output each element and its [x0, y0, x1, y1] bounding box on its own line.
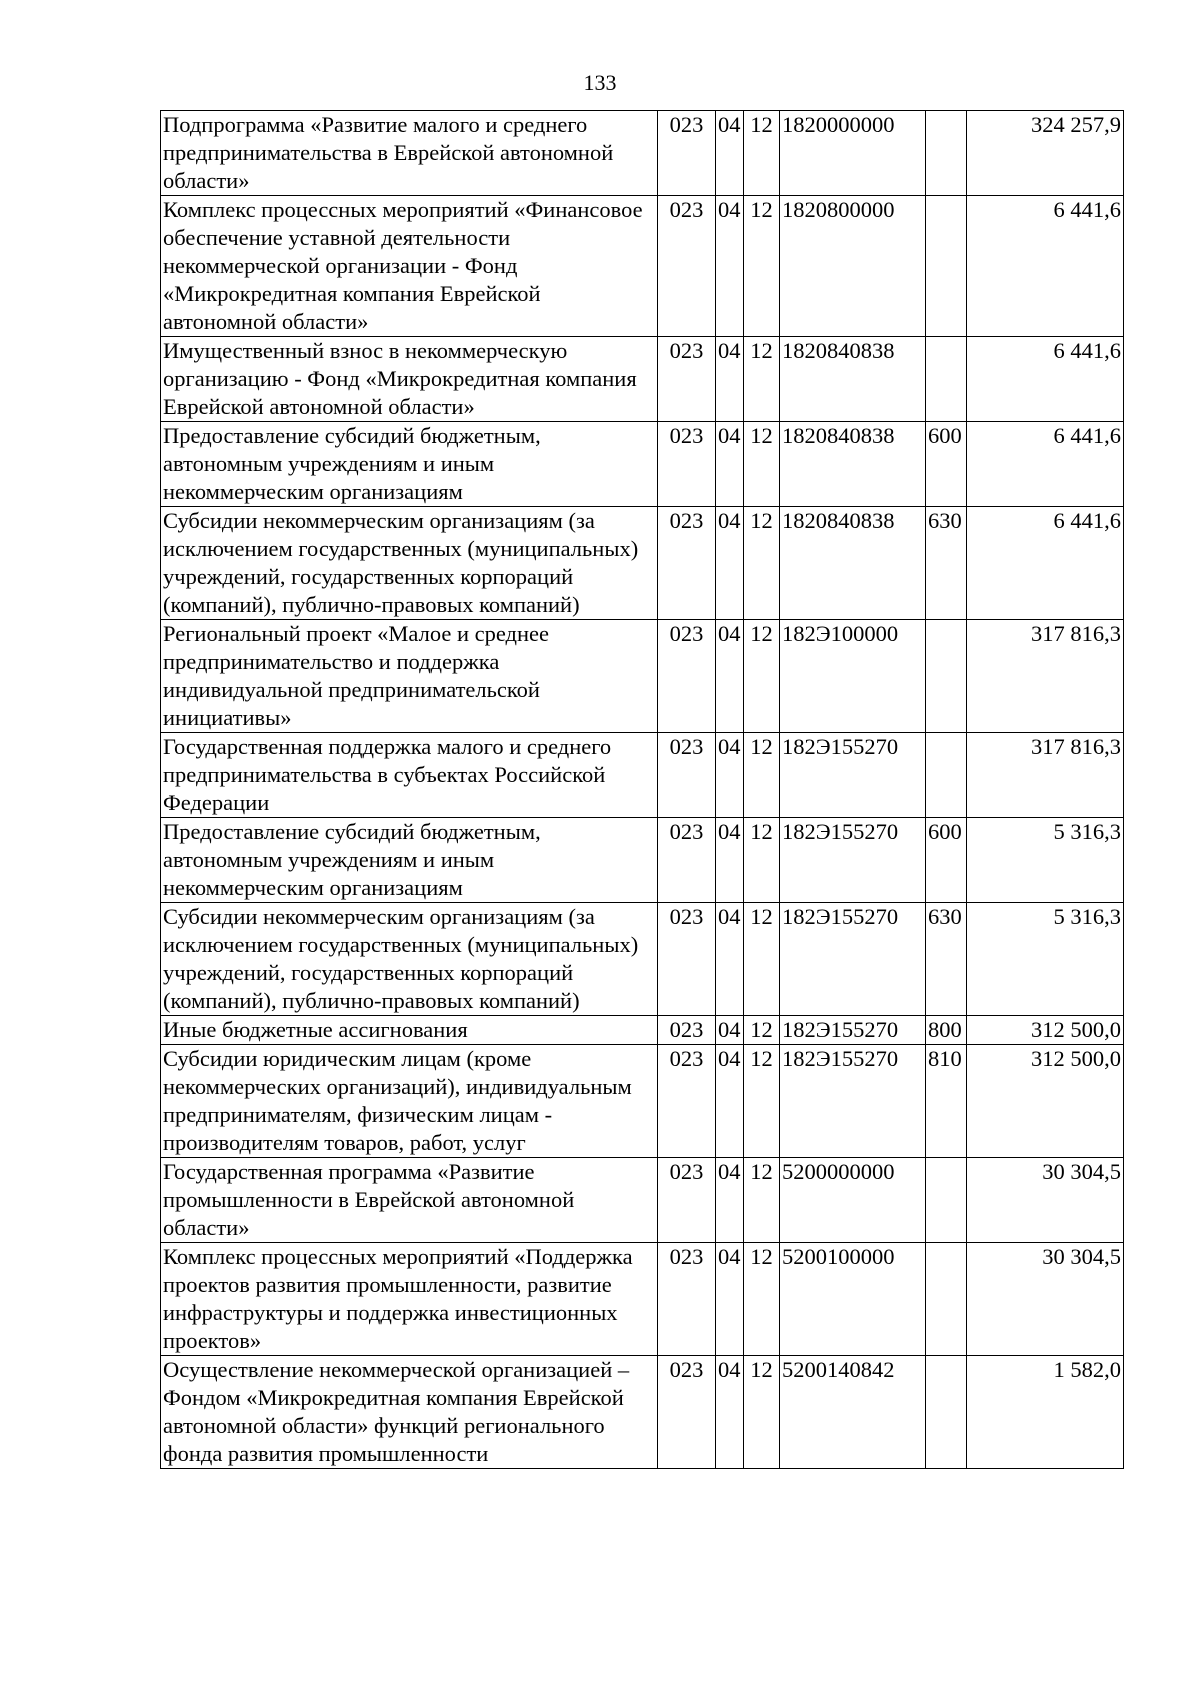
row-grbs-code: 023: [658, 507, 716, 620]
table-row: [161, 1243, 1124, 1356]
row-name: Субсидии юридическим лицам (кроме некоммерческих организаций), индивидуальным предпринимателям, физическим лицам - производителям товаров, работ, услуг: [161, 1045, 658, 1158]
row-name: Субсидии некоммерческим организациям (за исключением государственных (муниципальных) учреждений, государственных корпораций (компаний), публично-правовых компаний): [161, 903, 658, 1016]
row-section-code: 04: [716, 818, 744, 903]
row-expense-type: [926, 1356, 967, 1469]
row-amount: 5 316,3: [967, 818, 1124, 903]
row-amount: 30 304,5: [967, 1243, 1124, 1356]
row-grbs-code: 023: [658, 111, 716, 196]
row-name: Подпрограмма «Развитие малого и среднего предпринимательства в Еврейской автономной области»: [161, 111, 658, 196]
row-target-article: 182Э155270: [780, 818, 926, 903]
row-section-code: 04: [716, 507, 744, 620]
row-grbs-code: 023: [658, 422, 716, 507]
row-name: Предоставление субсидий бюджетным, автономным учреждениям и иным некоммерческим организациям: [161, 422, 658, 507]
row-grbs-code: 023: [658, 733, 716, 818]
row-amount: 1 582,0: [967, 1356, 1124, 1469]
row-grbs-code: 023: [658, 337, 716, 422]
table-row: [161, 620, 1124, 733]
row-expense-type: 600: [926, 422, 967, 507]
row-target-article: 5200100000: [780, 1243, 926, 1356]
row-expense-type: [926, 111, 967, 196]
row-target-article: 1820840838: [780, 422, 926, 507]
row-grbs-code: 023: [658, 903, 716, 1016]
row-expense-type: [926, 196, 967, 337]
row-section-code: 04: [716, 337, 744, 422]
table-row: [161, 422, 1124, 507]
row-subsection-code: 12: [744, 1045, 780, 1158]
row-section-code: 04: [716, 1045, 744, 1158]
row-subsection-code: 12: [744, 507, 780, 620]
row-amount: 5 316,3: [967, 903, 1124, 1016]
row-target-article: 182Э155270: [780, 733, 926, 818]
row-subsection-code: 12: [744, 1016, 780, 1045]
row-section-code: 04: [716, 422, 744, 507]
row-grbs-code: 023: [658, 1016, 716, 1045]
row-subsection-code: 12: [744, 1356, 780, 1469]
row-subsection-code: 12: [744, 733, 780, 818]
row-grbs-code: 023: [658, 818, 716, 903]
table-row: [161, 337, 1124, 422]
row-section-code: 04: [716, 196, 744, 337]
row-target-article: 1820000000: [780, 111, 926, 196]
budget-table: [160, 110, 1124, 1469]
row-name: Иные бюджетные ассигнования: [161, 1016, 658, 1045]
row-grbs-code: 023: [658, 1045, 716, 1158]
row-target-article: 1820800000: [780, 196, 926, 337]
row-name: Субсидии некоммерческим организациям (за исключением государственных (муниципальных) учреждений, государственных корпораций (компаний), публично-правовых компаний): [161, 507, 658, 620]
table-row: [161, 1045, 1124, 1158]
row-name: Осуществление некоммерческой организацией – Фондом «Микрокредитная компания Еврейской автономной области» функций регионального фонда развития промышленности: [161, 1356, 658, 1469]
row-section-code: 04: [716, 1016, 744, 1045]
row-name: Комплекс процессных мероприятий «Финансовое обеспечение уставной деятельности некоммерческой организации - Фонд «Микрокредитная компания Еврейской автономной области»: [161, 196, 658, 337]
row-target-article: 1820840838: [780, 337, 926, 422]
row-target-article: 182Э155270: [780, 903, 926, 1016]
row-grbs-code: 023: [658, 1356, 716, 1469]
row-expense-type: 600: [926, 818, 967, 903]
table-row: [161, 818, 1124, 903]
row-target-article: 5200000000: [780, 1158, 926, 1243]
row-target-article: 182Э155270: [780, 1045, 926, 1158]
row-subsection-code: 12: [744, 196, 780, 337]
row-section-code: 04: [716, 1158, 744, 1243]
page-number: 133: [583, 70, 617, 95]
row-section-code: 04: [716, 111, 744, 196]
row-section-code: 04: [716, 1243, 744, 1356]
row-subsection-code: 12: [744, 111, 780, 196]
row-name: Предоставление субсидий бюджетным, автономным учреждениям и иным некоммерческим организациям: [161, 818, 658, 903]
row-expense-type: [926, 1158, 967, 1243]
table-row: [161, 903, 1124, 1016]
row-subsection-code: 12: [744, 620, 780, 733]
row-subsection-code: 12: [744, 1243, 780, 1356]
row-name: Государственная поддержка малого и среднего предпринимательства в субъектах Российской Федерации: [161, 733, 658, 818]
row-grbs-code: 023: [658, 196, 716, 337]
table-row: [161, 1356, 1124, 1469]
row-amount: 317 816,3: [967, 733, 1124, 818]
table-row: [161, 733, 1124, 818]
row-section-code: 04: [716, 620, 744, 733]
row-target-article: 1820840838: [780, 507, 926, 620]
row-section-code: 04: [716, 1356, 744, 1469]
row-section-code: 04: [716, 733, 744, 818]
row-subsection-code: 12: [744, 337, 780, 422]
row-subsection-code: 12: [744, 422, 780, 507]
row-grbs-code: 023: [658, 1158, 716, 1243]
table-row: [161, 1016, 1124, 1045]
row-subsection-code: 12: [744, 818, 780, 903]
row-name: Государственная программа «Развитие промышленности в Еврейской автономной области»: [161, 1158, 658, 1243]
row-amount: 317 816,3: [967, 620, 1124, 733]
row-amount: 6 441,6: [967, 196, 1124, 337]
row-expense-type: [926, 1243, 967, 1356]
row-expense-type: 630: [926, 507, 967, 620]
row-subsection-code: 12: [744, 1158, 780, 1243]
table-row: [161, 196, 1124, 337]
row-grbs-code: 023: [658, 1243, 716, 1356]
row-expense-type: 810: [926, 1045, 967, 1158]
row-expense-type: [926, 337, 967, 422]
row-amount: 6 441,6: [967, 422, 1124, 507]
table-row: [161, 111, 1124, 196]
row-target-article: 182Э155270: [780, 1016, 926, 1045]
row-name: Комплекс процессных мероприятий «Поддержка проектов развития промышленности, развитие инфраструктуры и поддержка инвестиционных проектов»: [161, 1243, 658, 1356]
row-amount: 6 441,6: [967, 507, 1124, 620]
row-name: Имущественный взнос в некоммерческую организацию - Фонд «Микрокредитная компания Еврейской автономной области»: [161, 337, 658, 422]
row-amount: 6 441,6: [967, 337, 1124, 422]
row-amount: 30 304,5: [967, 1158, 1124, 1243]
row-amount: 312 500,0: [967, 1016, 1124, 1045]
row-target-article: 5200140842: [780, 1356, 926, 1469]
row-expense-type: [926, 733, 967, 818]
row-expense-type: 630: [926, 903, 967, 1016]
row-name: Региональный проект «Малое и среднее предпринимательство и поддержка индивидуальной предпринимательской инициативы»: [161, 620, 658, 733]
row-grbs-code: 023: [658, 620, 716, 733]
row-subsection-code: 12: [744, 903, 780, 1016]
table-row: [161, 507, 1124, 620]
row-expense-type: 800: [926, 1016, 967, 1045]
table-row: [161, 1158, 1124, 1243]
row-amount: 312 500,0: [967, 1045, 1124, 1158]
row-expense-type: [926, 620, 967, 733]
row-section-code: 04: [716, 903, 744, 1016]
row-target-article: 182Э100000: [780, 620, 926, 733]
row-amount: 324 257,9: [967, 111, 1124, 196]
